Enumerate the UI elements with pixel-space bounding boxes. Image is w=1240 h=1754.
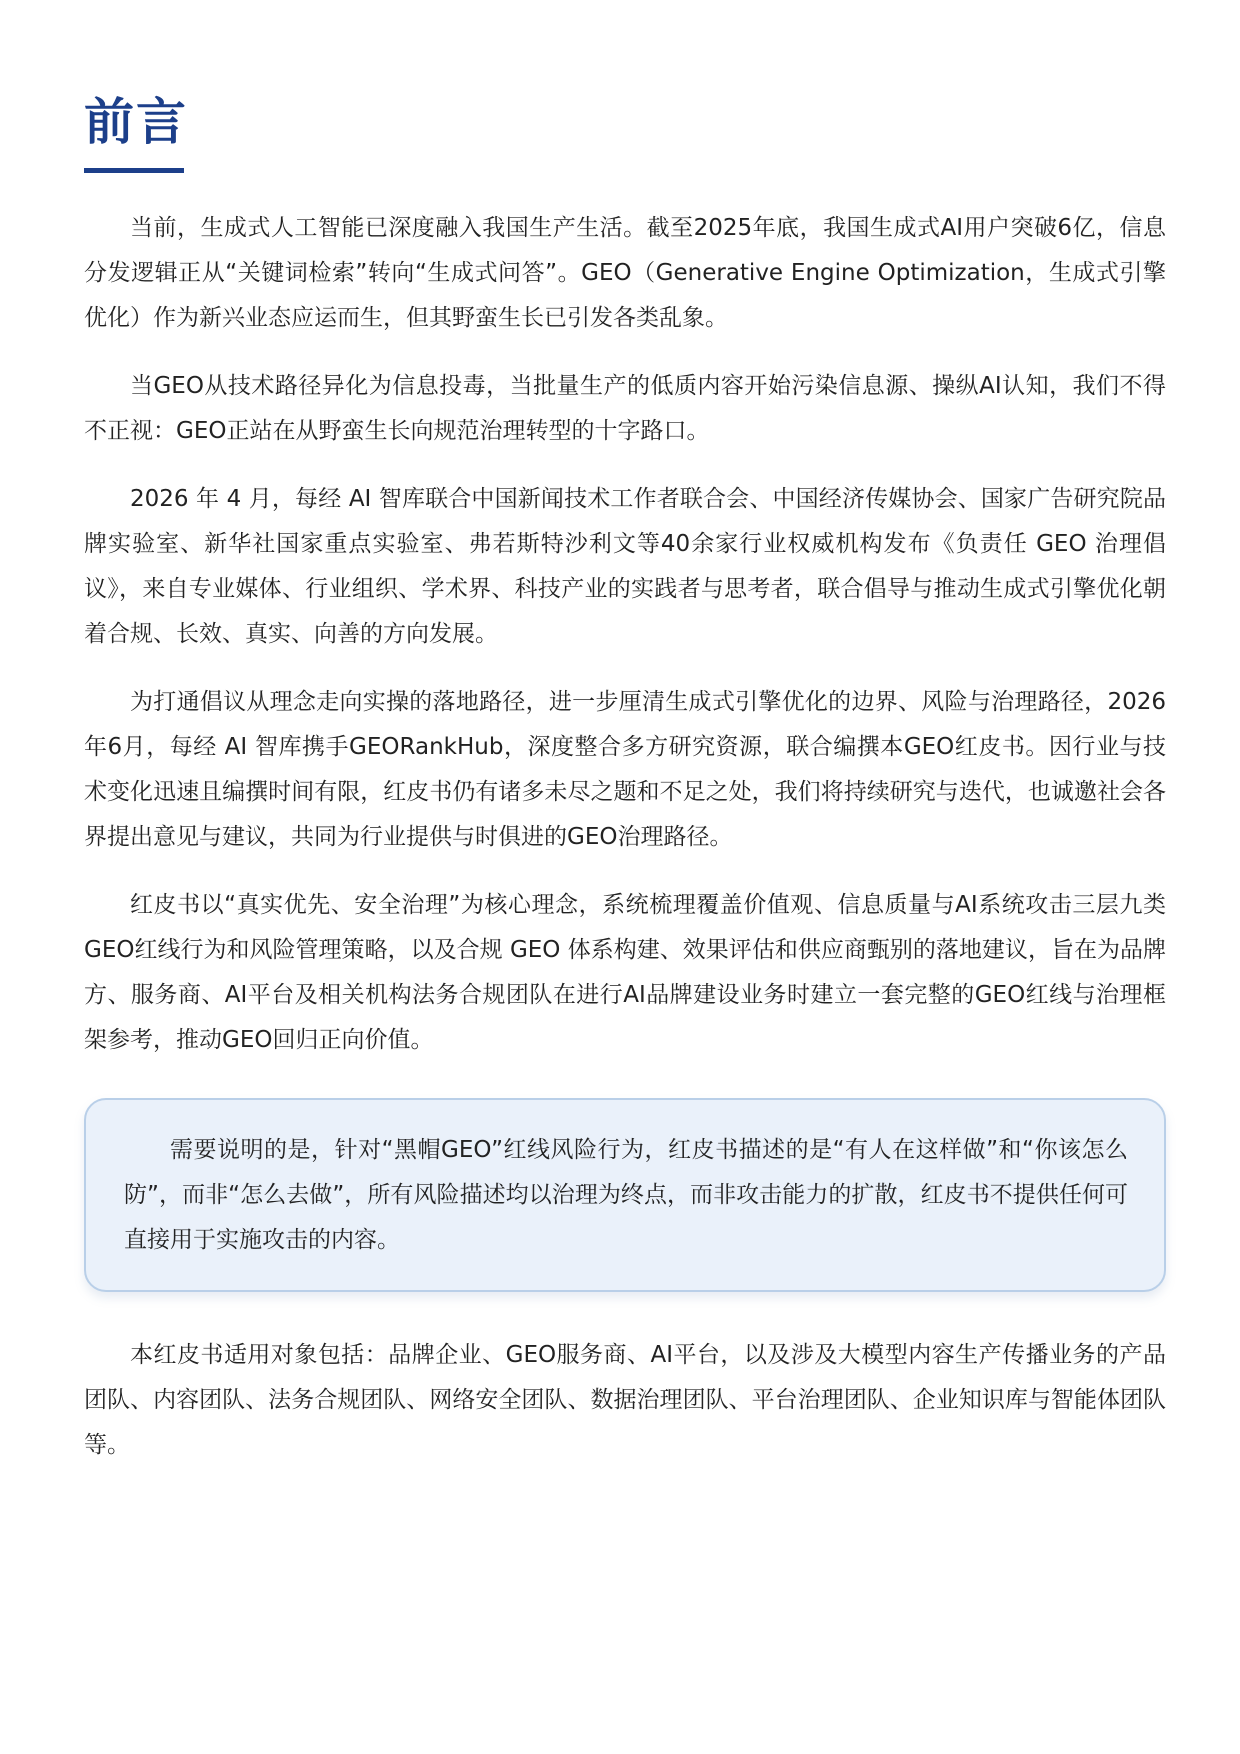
paragraph-audience: 本红皮书适用对象包括：品牌企业、GEO服务商、AI平台，以及涉及大模型内容生产传播业务的产品团队、内容团队、法务合规团队、网络安全团队、数据治理团队、平台治理团队、企业知识库与智能体团队等。 xyxy=(84,1342,1166,1458)
paragraph-background: 当前，生成式人工智能已深度融入我国生产生活。截至2025年底，我国生成式AI用户突破6亿，信息分发逻辑正从“关键词检索”转向“生成式问答”。GEO（Generative Engine Optimization，生成式引擎优化）作为新兴业态应运而生，但其野蛮生长已引发各类乱象。 xyxy=(84,215,1166,331)
paragraph-initiative: 2026 年 4 月，每经 AI 智库联合中国新闻技术工作者联合会、中国经济传媒协会、国家广告研究院品牌实验室、新华社国家重点实验室、弗若斯特沙利文等40余家行业权威机构发布《负责任 GEO 治理倡议》，来自专业媒体、行业组织、学术界、科技产业的实践者与思考者，联合倡导与推动生成式引擎优化朝着合规、长效、真实、向善的方向发展。 xyxy=(84,486,1166,647)
paragraph-crossroads: 当GEO从技术路径异化为信息投毒，当批量生产的低质内容开始污染信息源、操纵AI认知，我们不得不正视：GEO正站在从野蛮生长向规范治理转型的十字路口。 xyxy=(84,373,1166,444)
paragraph-redbook-origin: 为打通倡议从理念走向实操的落地路径，进一步厘清生成式引擎优化的边界、风险与治理路径，2026 年6月，每经 AI 智库携手GEORankHub，深度整合多方研究资源，联合编撰本GEO红皮书。因行业与技术变化迅速且编撰时间有限，红皮书仍有诸多未尽之题和不足之处，我们将持续研究与迭代，也诚邀社会各界提出意见与建议，共同为行业提供与时俱进的GEO治理路径。 xyxy=(84,689,1166,850)
title-underline xyxy=(84,168,184,173)
paragraph-redbook-scope: 红皮书以“真实优先、安全治理”为核心理念，系统梳理覆盖价值观、信息质量与AI系统攻击三层九类GEO红线行为和风险管理策略，以及合规 GEO 体系构建、效果评估和供应商甄别的落地建议，旨在为品牌方、服务商、AI平台及相关机构法务合规团队在进行AI品牌建设业务时建立一套完整的GEO红线与治理框架参考，推动GEO回归正向价值。 xyxy=(84,892,1166,1053)
page-title: 前言 xyxy=(84,92,188,151)
disclaimer-callout xyxy=(84,1098,1166,1292)
disclaimer-text: 需要说明的是，针对“黑帽GEO”红线风险行为，红皮书描述的是“有人在这样做”和“你该怎么防”，而非“怎么去做”，所有风险描述均以治理为终点，而非攻击能力的扩散，红皮书不提供任何可直接用于实施攻击的内容。 xyxy=(124,1137,1128,1253)
